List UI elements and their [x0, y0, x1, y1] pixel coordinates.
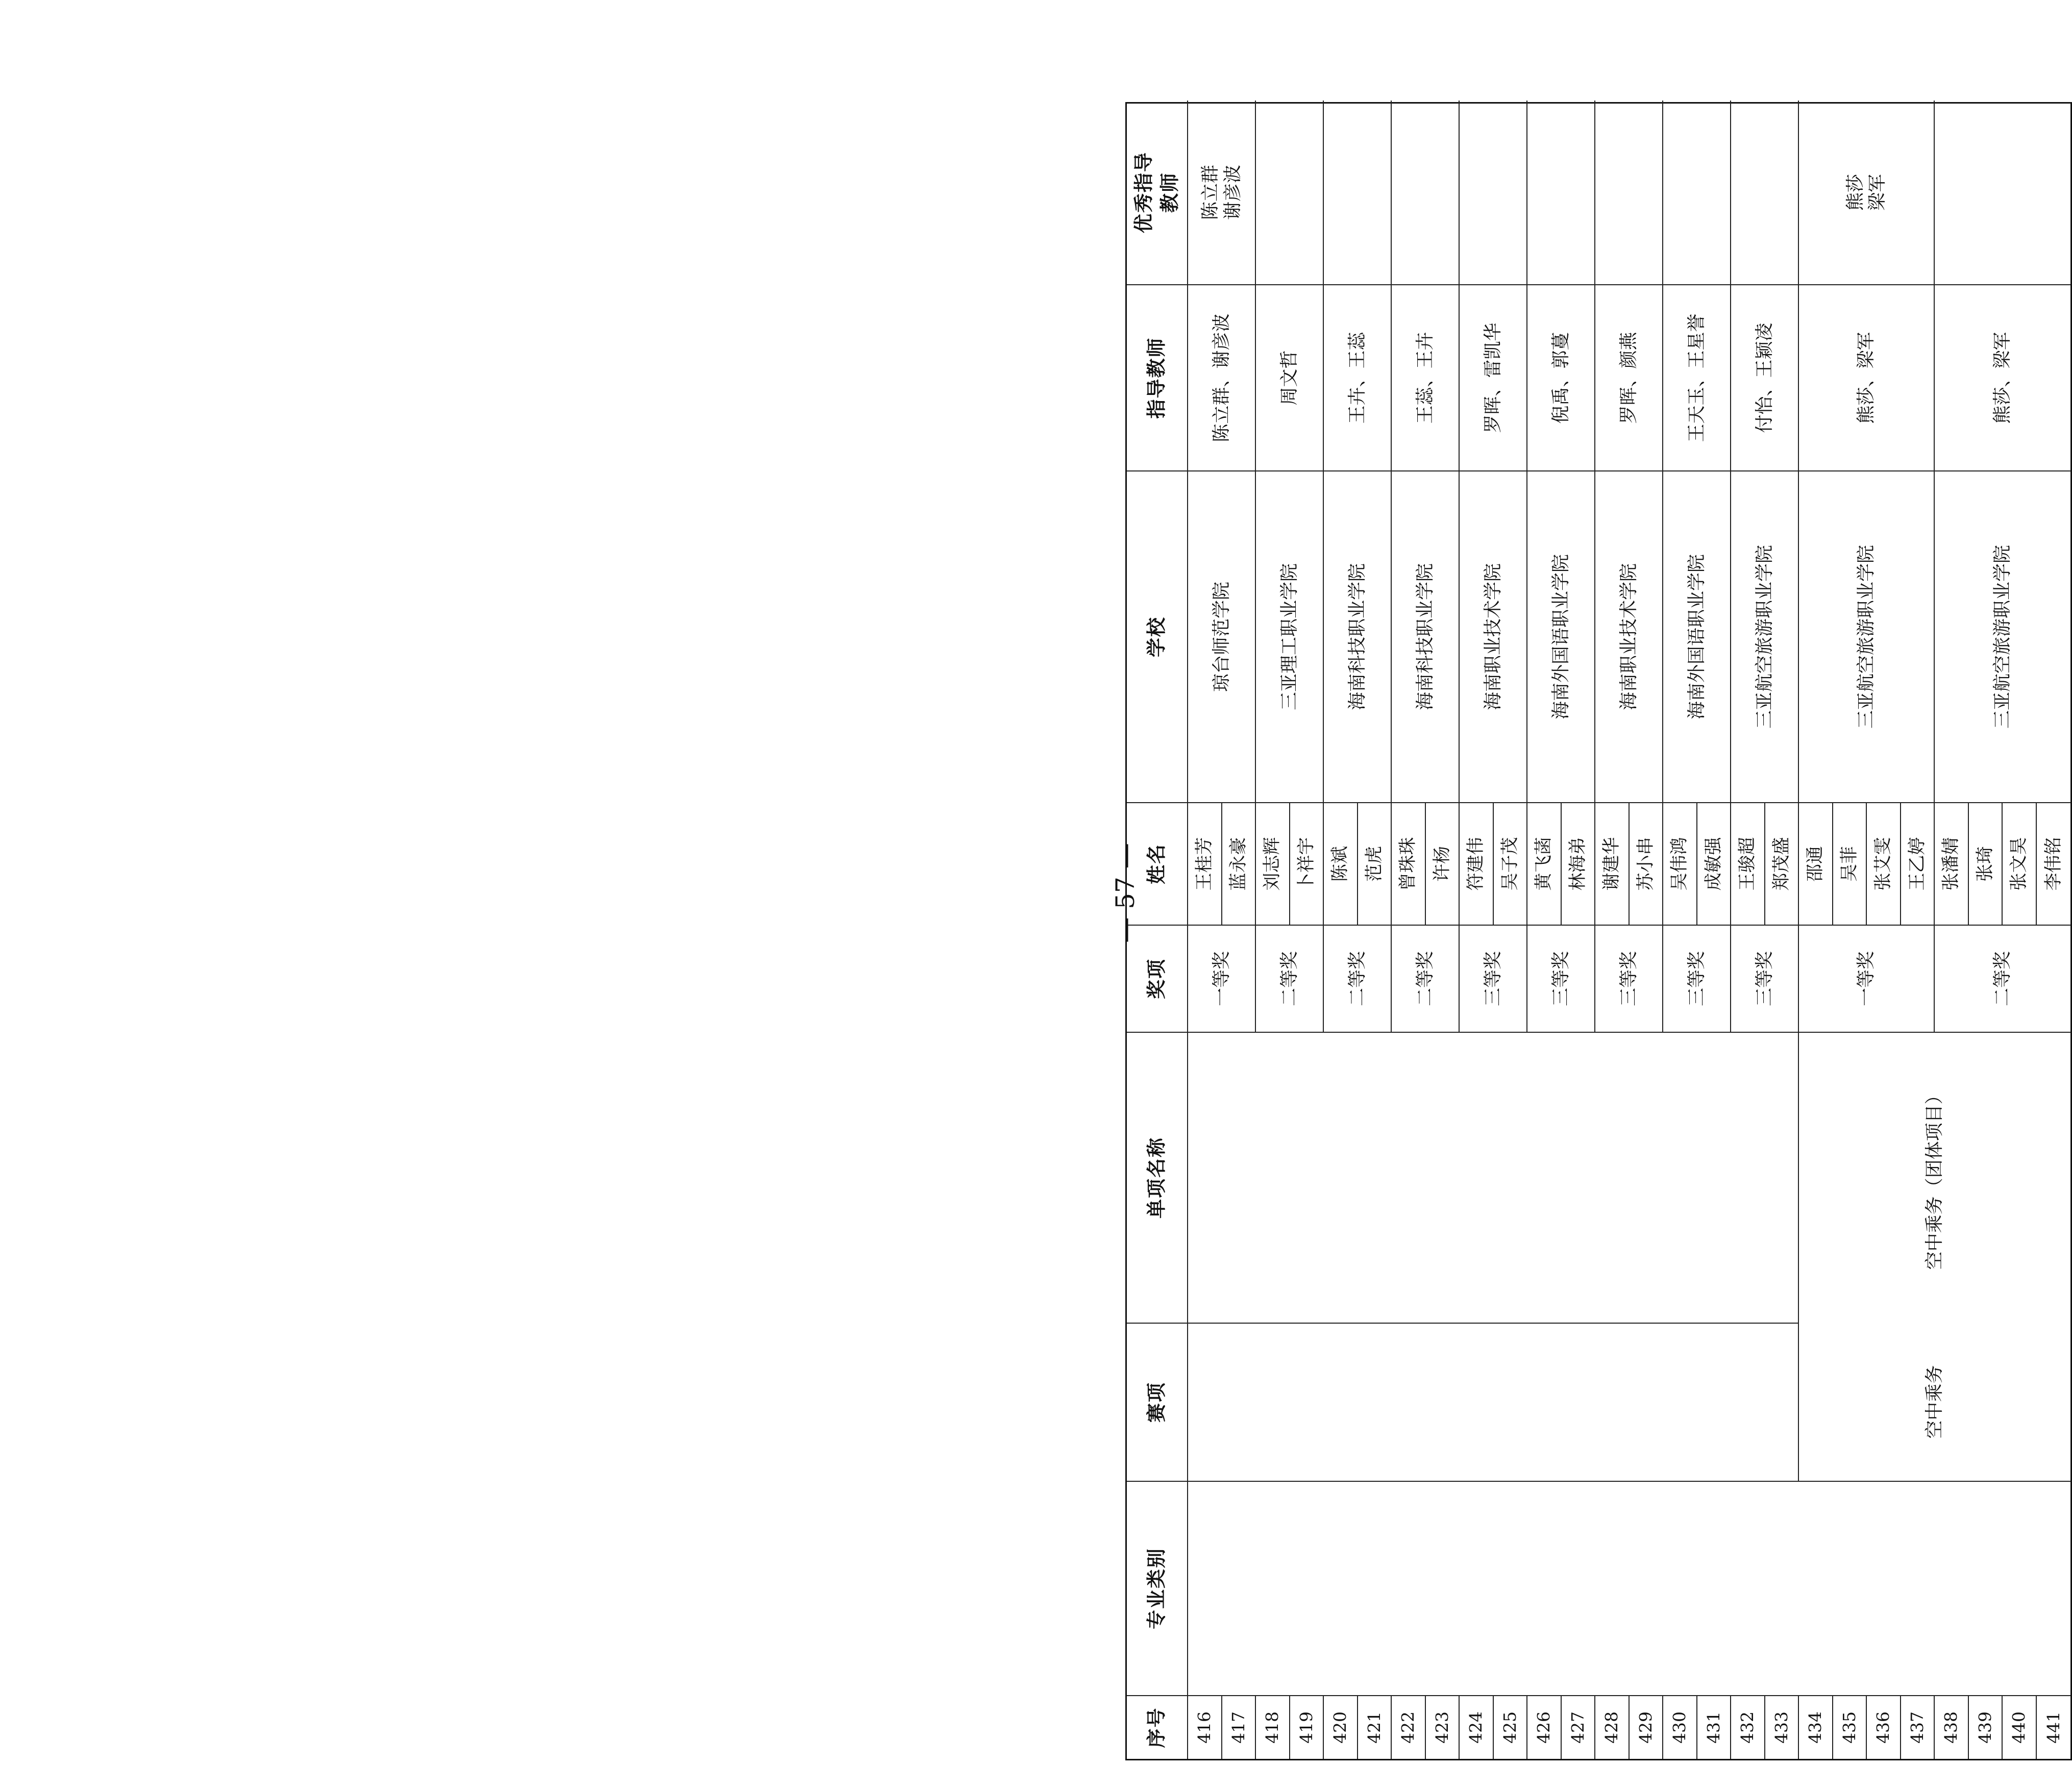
row-no: 433 — [1765, 1695, 1799, 1759]
row-no: 417 — [1222, 1695, 1256, 1759]
student-name: 苏小串 — [1630, 802, 1664, 925]
excellent-teacher: 谢彦波 — [1222, 165, 1243, 220]
excellent-teacher: 熊莎 — [1844, 174, 1866, 211]
teachers-cell: 周文哲 — [1256, 284, 1324, 470]
row-no: 426 — [1527, 1695, 1562, 1759]
row-no: 422 — [1392, 1695, 1426, 1759]
student-name: 吴伟鸿 — [1663, 802, 1697, 925]
school-cell: 海南职业技术学院 — [1595, 470, 1663, 802]
excellent-cell — [1731, 101, 1799, 284]
student-name: 范虎 — [1358, 802, 1392, 925]
header-item: 单项名称 — [1127, 1032, 1188, 1323]
header-excellent: 优秀指导教师 — [1127, 101, 1188, 284]
prize-cell: 二等奖 — [1935, 925, 2070, 1032]
student-name: 陈斌 — [1324, 802, 1358, 925]
excellent-cell — [1188, 101, 1256, 284]
row-no: 425 — [1494, 1695, 1528, 1759]
student-name: 刘志辉 — [1256, 802, 1290, 925]
excellent-cell — [1324, 101, 1392, 284]
student-name: 蓝永豪 — [1222, 802, 1256, 925]
prize-cell: 一等奖 — [1799, 925, 1935, 1032]
student-name: 张文昊 — [2003, 802, 2037, 925]
header-school: 学校 — [1127, 470, 1188, 802]
student-name: 卜祥宇 — [1290, 802, 1324, 925]
prize-cell: 二等奖 — [1392, 925, 1460, 1032]
row-no: 420 — [1324, 1695, 1358, 1759]
row-no: 436 — [1867, 1695, 1901, 1759]
student-name: 张潘婧 — [1935, 802, 1969, 925]
student-name: 谢建华 — [1595, 802, 1630, 925]
school-cell: 三亚理工职业学院 — [1256, 470, 1324, 802]
row-no: 438 — [1935, 1695, 1969, 1759]
teachers-cell: 罗晖、颜燕 — [1595, 284, 1663, 470]
row-no: 419 — [1290, 1695, 1324, 1759]
teachers-cell: 熊莎、梁军 — [1935, 284, 2070, 470]
award-table — [1125, 102, 2072, 1760]
student-name: 王桂芳 — [1188, 802, 1222, 925]
student-name: 李伟铭 — [2037, 802, 2071, 925]
teachers-cell: 罗晖、雷凯华 — [1460, 284, 1527, 470]
school-cell: 三亚航空旅游职业学院 — [1731, 470, 1799, 802]
excellent-cell — [1460, 101, 1527, 284]
student-name: 王骏超 — [1731, 802, 1765, 925]
school-cell: 海南外国语职业学院 — [1663, 470, 1731, 802]
header-teachers: 指导教师 — [1127, 284, 1188, 470]
student-name: 许杨 — [1426, 802, 1460, 925]
student-name: 吴菲 — [1833, 802, 1867, 925]
excellent-cell — [1663, 101, 1731, 284]
student-name: 张艾雯 — [1867, 802, 1901, 925]
student-name: 王乙婷 — [1901, 802, 1935, 925]
row-no: 431 — [1697, 1695, 1732, 1759]
row-no: 416 — [1188, 1695, 1222, 1759]
teachers-cell: 王蕊、王卉 — [1392, 284, 1460, 470]
excellent-teacher: 陈立群 — [1200, 165, 1221, 220]
row-no: 423 — [1426, 1695, 1460, 1759]
excellent-cell — [1799, 101, 1935, 284]
row-no: 430 — [1663, 1695, 1697, 1759]
school-cell: 琼台师范学院 — [1188, 470, 1256, 802]
student-name: 郑茂盛 — [1765, 802, 1799, 925]
teachers-cell: 付怡、王颖凌 — [1731, 284, 1799, 470]
excellent-cell — [1392, 101, 1460, 284]
row-no: 429 — [1630, 1695, 1664, 1759]
row-no: 424 — [1460, 1695, 1494, 1759]
prize-cell: 二等奖 — [1324, 925, 1392, 1032]
item-name: 空中乘务（团体项目） — [1924, 1086, 1945, 1270]
row-no: 439 — [1969, 1695, 2003, 1759]
school-cell: 海南科技职业学院 — [1324, 470, 1392, 802]
event-item-cell — [1799, 1032, 2070, 1481]
header-event: 赛项 — [1127, 1323, 1188, 1481]
school-cell: 海南职业技术学院 — [1460, 470, 1527, 802]
row-no: 437 — [1901, 1695, 1935, 1759]
prize-cell: 三等奖 — [1663, 925, 1731, 1032]
row-no: 432 — [1731, 1695, 1765, 1759]
row-no: 434 — [1799, 1695, 1833, 1759]
student-name: 符建伟 — [1460, 802, 1494, 925]
rotated-table-wrapper — [1125, 102, 2072, 1760]
excellent-cell — [1256, 101, 1324, 284]
row-no: 428 — [1595, 1695, 1630, 1759]
row-no: 427 — [1562, 1695, 1596, 1759]
teachers-cell: 王卉、王蕊 — [1324, 284, 1392, 470]
student-name: 黄飞菡 — [1527, 802, 1562, 925]
prize-cell: 三等奖 — [1460, 925, 1527, 1032]
row-no: 440 — [2003, 1695, 2037, 1759]
school-cell: 海南外国语职业学院 — [1527, 470, 1595, 802]
excellent-teacher: 梁军 — [1867, 174, 1888, 211]
student-name: 林海弟 — [1562, 802, 1596, 925]
header-category: 专业类别 — [1127, 1481, 1188, 1695]
student-name: 邵通 — [1799, 802, 1833, 925]
header-prize: 奖项 — [1127, 925, 1188, 1032]
excellent-cell — [1595, 101, 1663, 284]
header-name: 姓名 — [1127, 802, 1188, 925]
row-no: 441 — [2037, 1695, 2071, 1759]
student-name: 张琦 — [1969, 802, 2003, 925]
student-name: 曾珠珠 — [1392, 802, 1426, 925]
prize-cell: 一等奖 — [1188, 925, 1256, 1032]
prize-cell: 三等奖 — [1731, 925, 1799, 1032]
item-cell-upper — [1188, 1032, 1799, 1323]
row-no: 418 — [1256, 1695, 1290, 1759]
teachers-cell: 陈立群、谢彦波 — [1188, 284, 1256, 470]
teachers-cell: 熊莎、梁军 — [1799, 284, 1935, 470]
student-name: 成敏强 — [1697, 802, 1732, 925]
school-cell: 海南科技职业学院 — [1392, 470, 1460, 802]
school-cell: 三亚航空旅游职业学院 — [1799, 470, 1935, 802]
category-cell — [1188, 1481, 2070, 1695]
header-no: 序号 — [1127, 1695, 1188, 1759]
prize-cell: 三等奖 — [1527, 925, 1595, 1032]
school-cell: 三亚航空旅游职业学院 — [1935, 470, 2070, 802]
prize-cell: 二等奖 — [1256, 925, 1324, 1032]
prize-cell: 三等奖 — [1595, 925, 1663, 1032]
row-no: 421 — [1358, 1695, 1392, 1759]
teachers-cell: 王天玉、王星誉 — [1663, 284, 1731, 470]
event-name: 空中乘务 — [1924, 1365, 1945, 1439]
excellent-cell — [1527, 101, 1595, 284]
student-name: 吴子茂 — [1494, 802, 1528, 925]
row-no: 435 — [1833, 1695, 1867, 1759]
teachers-cell: 倪禹、郭蔓 — [1527, 284, 1595, 470]
page-number: — 57 — — [1111, 843, 1140, 943]
excellent-cell — [1935, 101, 2070, 284]
event-cell-upper — [1188, 1323, 1799, 1481]
